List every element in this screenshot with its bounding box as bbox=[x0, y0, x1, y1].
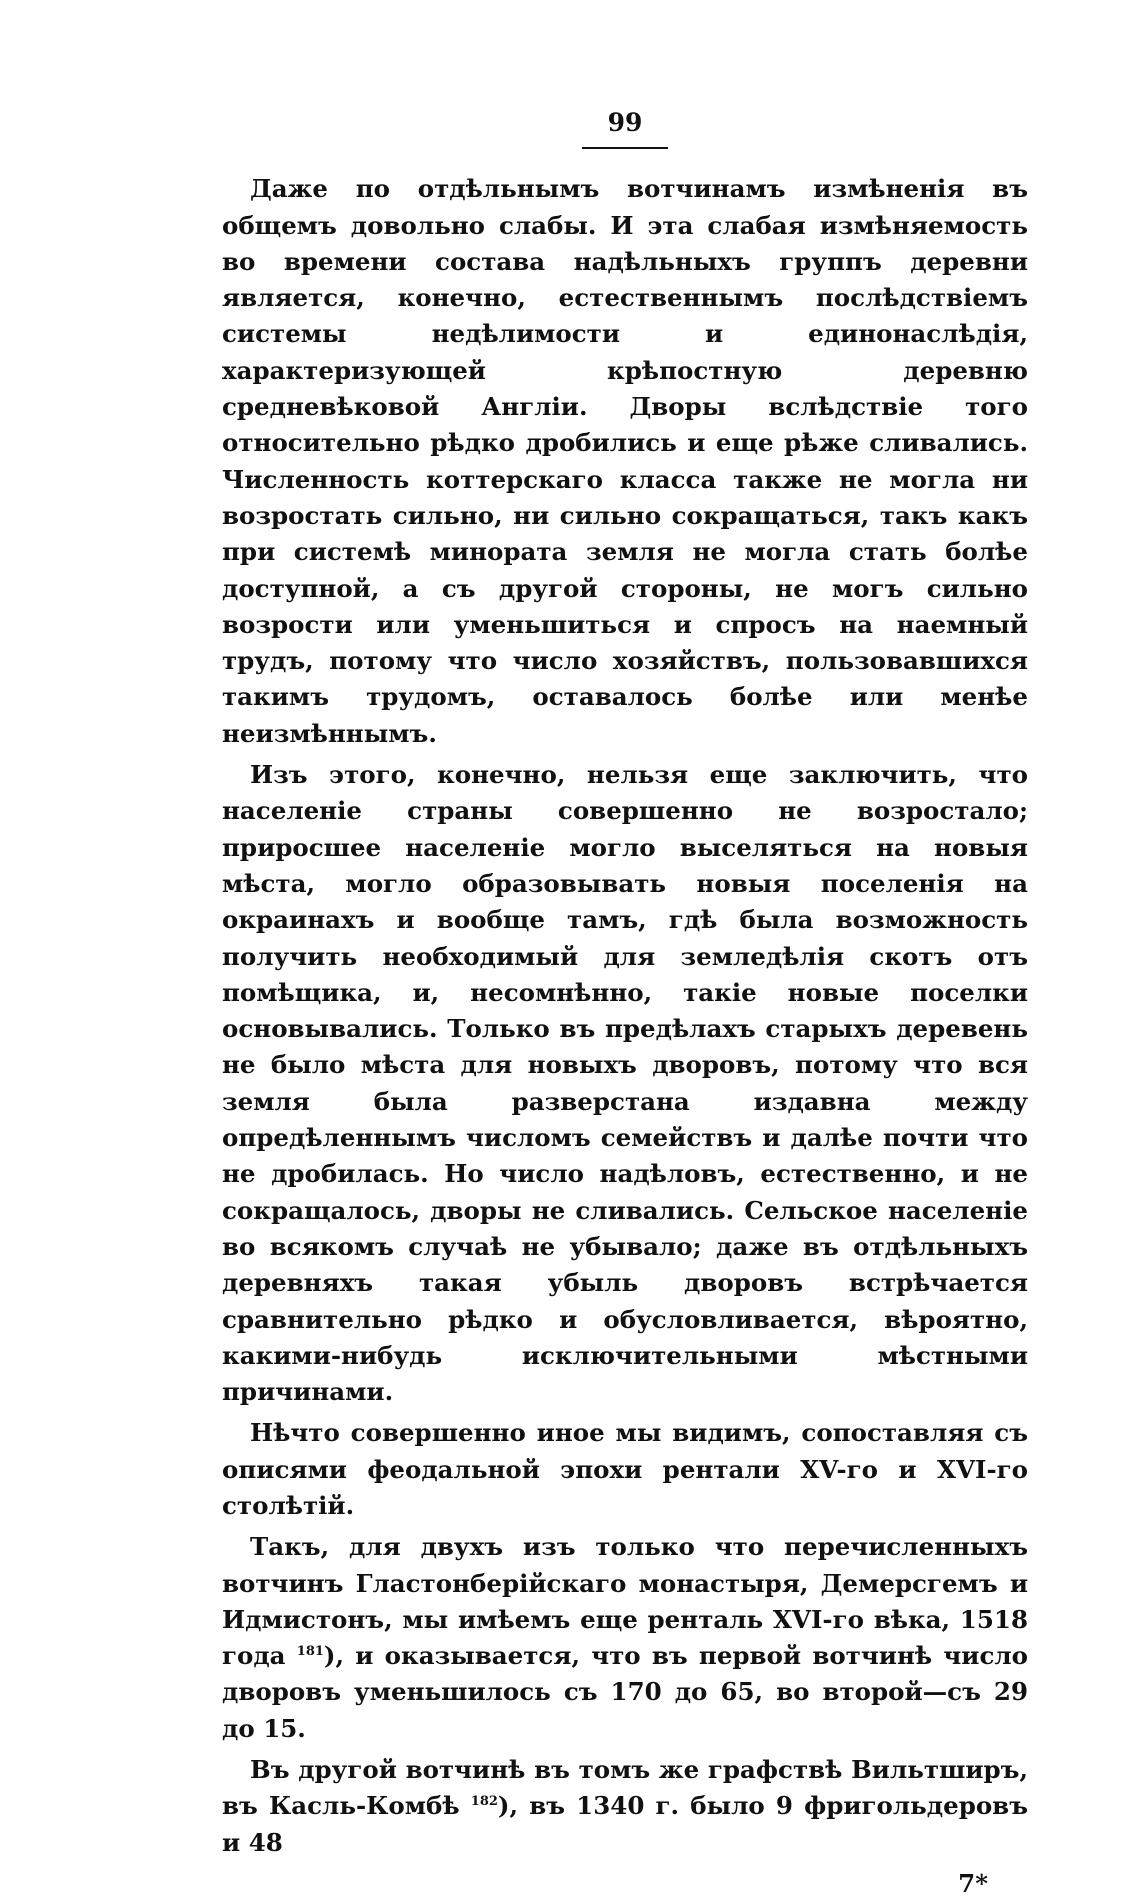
page-number: 99 bbox=[222, 105, 1028, 149]
footnote-ref: 181 bbox=[296, 1644, 324, 1660]
paragraph-5: Въ другой вотчинѣ въ томъ же графствѣ Вильтширъ, въ Касль-Комбѣ $^{182}$), въ 1340 г. было 9 фригольдеровъ и 48 bbox=[222, 1755, 1028, 1857]
paragraph-4: Такъ, для двухъ изъ только что перечисленныхъ вотчинъ Гластонберійскаго монастыря, Демерсгемъ и Идмистонъ, мы имѣемъ еще ренталь XVI-го вѣка, 1518 года $^{181}$), и оказывается, что въ первой вотчинѣ число дворовъ уменьшилось съ 170 до 65, во второй—съ 29 до 15. bbox=[222, 1532, 1028, 1743]
paragraph-2: Изъ этого, конечно, нельзя еще заключить, что населеніе страны совершенно не возростало; приросшее населеніе могло выселяться на новыя мѣста, могло образовывать новыя поселенія на окраинахъ и вообще тамъ, гдѣ была возможность получить необходимый для земледѣлія скотъ отъ помѣщика, и, несомнѣнно, такіе новые поселки основывались. Только въ предѣлахъ старыхъ деревень не было мѣста для новыхъ дворовъ, потому что вся земля была разверстана издавна между опредѣленнымъ числомъ семействъ и далѣе почти что не дробилась. Но число надѣловъ, естественно, и не сокращалось, дворы не сливались. Сельское населеніе во всякомъ случаѣ не убывало; даже въ отдѣльныхъ деревняхъ такая убыль дворовъ встрѣчается сравнительно рѣдко и обусловливается, вѣроятно, какими-нибудь исключительными мѣстными причинами. bbox=[222, 760, 1028, 1407]
paragraph-3: Нѣчто совершенно иное мы видимъ, сопоставляя съ описями феодальной эпохи рентали XV-го и XVI-го столѣтій. bbox=[222, 1418, 1028, 1520]
footnote-ref: 182 bbox=[470, 1794, 498, 1810]
signature-mark: 7* bbox=[958, 1868, 988, 1898]
page bbox=[222, 105, 1028, 1902]
paragraph-1: Даже по отдѣльнымъ вотчинамъ измѣненія въ общемъ довольно слабы. И эта слабая измѣняемость во времени состава надѣльныхъ группъ деревни является, конечно, естественнымъ послѣдствіемъ системы недѣлимости и единонаслѣдія, характеризующей крѣпостную деревню средневѣковой Англіи. Дворы вслѣдствіе того относительно рѣдко дробились и еще рѣже сливались. Численность коттерскаго класса также не могла ни возростать сильно, ни сильно сокращаться, такъ какъ при системѣ минората земля не могла стать болѣе доступной, а съ другой стороны, не могъ сильно возрости или уменьшиться и спросъ на наемный трудъ, потому что число хозяйствъ, пользовавшихся такимъ трудомъ, оставалось болѣе или менѣе неизмѣннымъ. bbox=[222, 174, 1028, 748]
